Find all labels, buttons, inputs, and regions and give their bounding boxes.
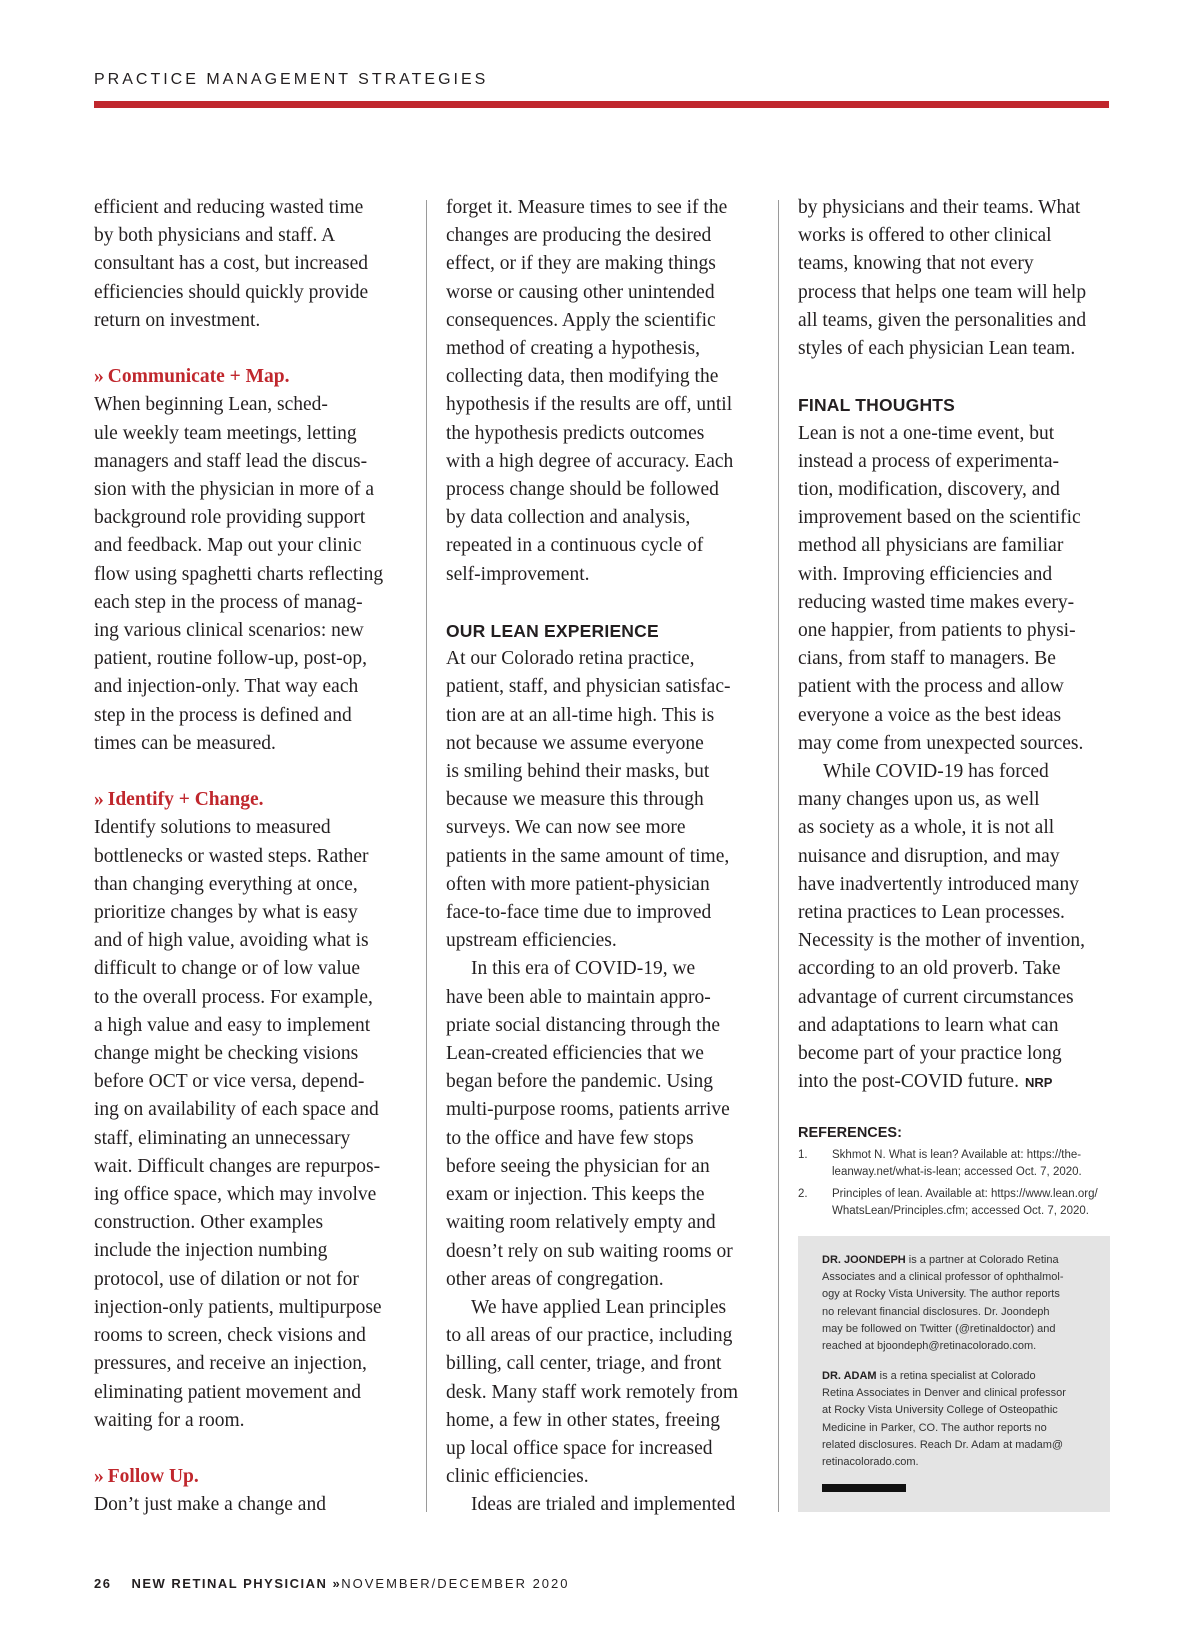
text-line: as society as a whole, it is not all xyxy=(798,817,1055,839)
text-line: return on investment. xyxy=(94,309,261,331)
paragraph-covid-forced xyxy=(798,758,1110,1097)
bio-line: may be followed on Twitter (@retinaldoctor) and xyxy=(822,1322,1056,1335)
author-bio-box xyxy=(798,1236,1110,1512)
text-line: Ideas are trialed and implemented xyxy=(471,1494,736,1516)
paragraph-ideas-trialed xyxy=(446,1491,758,1519)
text-line: home, a few in other states, freeing xyxy=(446,1409,720,1431)
text-line: method of creating a hypothesis, xyxy=(446,338,700,360)
text-line: managers and staff lead the discus- xyxy=(94,450,368,472)
text-line: patients in the same amount of time, xyxy=(446,845,730,867)
text-line: teams, knowing that not every xyxy=(798,253,1034,275)
text-line: may come from unexpected sources. xyxy=(798,732,1084,754)
text-line: patient, staff, and physician satisfac- xyxy=(446,676,731,698)
text-line: by physicians and their teams. What xyxy=(798,197,1081,218)
author-name: DR. JOONDEPH xyxy=(822,1254,906,1266)
text-line: to the office and have few stops xyxy=(446,1127,694,1149)
references xyxy=(798,1125,1110,1225)
text-line: step in the process is defined and xyxy=(94,704,352,726)
text-line: waiting room relatively empty and xyxy=(446,1212,716,1234)
text-line: collecting data, then modifying the xyxy=(446,366,719,388)
text-line: method all physicians are familiar xyxy=(798,535,1064,557)
bio-first-line xyxy=(822,1252,1098,1269)
text-line: Don’t just make a change and xyxy=(94,1494,326,1516)
paragraph-applied-lean xyxy=(446,1294,758,1491)
text-line: with. Improving efficiencies and xyxy=(798,563,1053,585)
end-mark: NRP xyxy=(1024,1075,1053,1091)
bio-line: at Rocky Vista University College of Osteopathic xyxy=(822,1404,1058,1417)
column-3 xyxy=(798,194,1110,1097)
chevron-marker-icon: » xyxy=(94,366,104,388)
paragraph-final-thoughts xyxy=(798,420,1110,758)
bio-line: Retina Associates in Denver and clinical professor xyxy=(822,1387,1066,1400)
text-line: When beginning Lean, sched- xyxy=(94,394,328,416)
text-line: the hypothesis predicts outcomes xyxy=(446,422,705,444)
text-line: according to an old proverb. Take xyxy=(798,958,1061,980)
subhead-title: Communicate + Map. xyxy=(107,366,290,388)
text-line: by data collection and analysis, xyxy=(446,507,691,529)
text-line: difficult to change or of low value xyxy=(94,958,361,980)
page-footer xyxy=(94,1576,570,1591)
text-line: protocol, use of dilation or not for xyxy=(94,1268,359,1290)
subhead-communicate-map xyxy=(94,363,406,391)
text-line: eliminating patient movement and xyxy=(94,1381,361,1403)
issue-date: NOVEMBER/DECEMBER 2020 xyxy=(341,1576,570,1591)
reference-line: Principles of lean. Available at: https://www.lean.org/ xyxy=(832,1188,1098,1200)
reference-item xyxy=(798,1186,1110,1220)
text-line: tion are at an all-time high. This is xyxy=(446,704,715,726)
bio-text: is a partner at Colorado Retina xyxy=(905,1254,1059,1266)
paragraph-intro xyxy=(94,194,406,335)
author-name: DR. ADAM xyxy=(822,1370,877,1382)
text-line: patient, routine follow-up, post-op, xyxy=(94,648,367,670)
paragraph-identify xyxy=(94,814,406,1434)
reference-line: WhatsLean/Principles.cfm; accessed Oct. 7, 2020. xyxy=(832,1205,1089,1217)
text-line: and feedback. Map out your clinic xyxy=(94,535,362,557)
text-line: all teams, given the personalities and xyxy=(798,309,1087,331)
text-line: a high value and easy to implement xyxy=(94,1014,371,1036)
footer-separator: » xyxy=(332,1576,342,1591)
heading-our-lean-experience: OUR LEAN EXPERIENCE xyxy=(446,621,659,642)
text-line: began before the pandemic. Using xyxy=(446,1071,713,1093)
text-line: than changing everything at once, xyxy=(94,873,358,895)
text-line: We have applied Lean principles xyxy=(471,1296,727,1318)
column-1 xyxy=(94,194,406,1520)
text-line: retina practices to Lean processes. xyxy=(798,902,1065,924)
subhead-title: Follow Up. xyxy=(107,1466,199,1488)
paragraph-covid-era xyxy=(446,955,758,1293)
column-divider-2 xyxy=(778,200,779,1512)
text-line: While COVID-19 has forced xyxy=(823,761,1049,783)
text-line: times can be measured. xyxy=(94,732,276,754)
text-line: prioritize changes by what is easy xyxy=(94,902,358,924)
bio-line: no relevant financial disclosures. Dr. Joondeph xyxy=(822,1305,1050,1318)
section-header: PRACTICE MANAGEMENT STRATEGIES xyxy=(94,71,489,88)
text-line: tion, modification, discovery, and xyxy=(798,479,1060,501)
bio-text: is a retina specialist at Colorado xyxy=(876,1370,1036,1382)
text-line: wait. Difficult changes are repurpos- xyxy=(94,1155,381,1177)
closing-text: into the post-COVID future. xyxy=(798,1071,1019,1093)
text-line: effect, or if they are making things xyxy=(446,253,716,275)
paragraph-ideas-cont xyxy=(798,194,1110,363)
reference-line: Skhmot N. What is lean? Available at: https://the- xyxy=(832,1149,1082,1161)
text-line: and injection-only. That way each xyxy=(94,676,359,698)
text-line: ule weekly team meetings, letting xyxy=(94,422,357,444)
text-line: bottlenecks or wasted steps. Rather xyxy=(94,845,369,867)
text-line: rooms to screen, check visions and xyxy=(94,1325,366,1347)
text-line: billing, call center, triage, and front xyxy=(446,1353,722,1375)
text-line: often with more patient-physician xyxy=(446,873,710,895)
bio-first-line xyxy=(822,1368,1098,1385)
text-line: efficiencies should quickly provide xyxy=(94,281,369,303)
text-line: works is offered to other clinical xyxy=(798,225,1052,247)
bio-line: reached at bjoondeph@retinacolorado.com. xyxy=(822,1340,1037,1353)
text-line: to the overall process. For example, xyxy=(94,986,373,1008)
text-line: have been able to maintain appro- xyxy=(446,986,711,1008)
text-line: multi-purpose rooms, patients arrive xyxy=(446,1099,730,1121)
text-line: ing various clinical scenarios: new xyxy=(94,620,364,642)
subhead-identify-change xyxy=(94,786,406,814)
text-line: Necessity is the mother of invention, xyxy=(798,930,1086,952)
paragraph-communicate xyxy=(94,391,406,758)
text-line: by both physicians and staff. A xyxy=(94,225,336,247)
text-line: staff, eliminating an unnecessary xyxy=(94,1127,351,1149)
paragraph-lean-experience xyxy=(446,645,758,955)
text-line: before OCT or vice versa, depend- xyxy=(94,1071,365,1093)
reference-line: leanway.net/what-is-lean; accessed Oct. 7, 2020. xyxy=(832,1166,1082,1178)
publication-name: NEW RETINAL PHYSICIAN xyxy=(131,1576,328,1591)
column-2 xyxy=(446,194,758,1520)
text-line: self-improvement. xyxy=(446,563,590,585)
text-line: improvement based on the scientific xyxy=(798,507,1081,529)
paragraph-follow-up xyxy=(94,1491,406,1519)
text-line: Lean-created efficiencies that we xyxy=(446,1043,704,1065)
text-line: sion with the physician in more of a xyxy=(94,479,374,501)
text-line: up local office space for increased xyxy=(446,1437,713,1459)
text-line: not because we assume everyone xyxy=(446,732,704,754)
reference-number: 1. xyxy=(798,1149,808,1161)
text-line: doesn’t rely on sub waiting rooms or xyxy=(446,1240,733,1262)
reference-number: 2. xyxy=(798,1188,808,1200)
text-line: reducing wasted time makes every- xyxy=(798,591,1075,613)
column-divider-1 xyxy=(426,200,427,1512)
text-line: nuisance and disruption, and may xyxy=(798,845,1060,867)
text-line: process change should be followed xyxy=(446,479,719,501)
text-line: cians, from staff to managers. Be xyxy=(798,648,1056,670)
heading-final-thoughts: FINAL THOUGHTS xyxy=(798,395,956,416)
bio-line: related disclosures. Reach Dr. Adam at madam@ xyxy=(822,1438,1064,1451)
text-line: worse or causing other unintended xyxy=(446,281,715,303)
text-line: have inadvertently introduced many xyxy=(798,873,1080,895)
text-line: everyone a voice as the best ideas xyxy=(798,704,1062,726)
bio-line: Associates and a clinical professor of ophthalmol- xyxy=(822,1271,1064,1284)
text-line: consequences. Apply the scientific xyxy=(446,309,716,331)
text-line: because we measure this through xyxy=(446,789,704,811)
text-line: exam or injection. This keeps the xyxy=(446,1184,705,1206)
text-line: include the injection numbing xyxy=(94,1240,328,1262)
text-line: to all areas of our practice, including xyxy=(446,1325,733,1347)
text-line: pressures, and receive an injection, xyxy=(94,1353,367,1375)
text-line: other areas of congregation. xyxy=(446,1268,664,1290)
subhead-title: Identify + Change. xyxy=(107,789,264,811)
text-line: background role providing support xyxy=(94,507,366,529)
text-line: ing on availability of each space and xyxy=(94,1099,379,1121)
bio-adam xyxy=(822,1368,1098,1471)
bio-line: Medicine in Parker, CO. The author reports no xyxy=(822,1421,1047,1434)
text-line: change might be checking visions xyxy=(94,1043,359,1065)
text-line: face-to-face time due to improved xyxy=(446,902,712,924)
text-line: become part of your practice long xyxy=(798,1043,1062,1065)
text-line: advantage of current circumstances xyxy=(798,986,1074,1008)
bio-line: ogy at Rocky Vista University. The author reports xyxy=(822,1288,1060,1301)
text-line: At our Colorado retina practice, xyxy=(446,648,695,670)
bio-line: retinacolorado.com. xyxy=(822,1456,919,1469)
text-line: with a high degree of accuracy. Each xyxy=(446,450,734,472)
text-line: styles of each physician Lean team. xyxy=(798,338,1076,360)
bio-joondeph xyxy=(822,1252,1098,1355)
text-line: forget it. Measure times to see if the xyxy=(446,197,728,218)
text-line: construction. Other examples xyxy=(94,1212,324,1234)
text-line: waiting for a room. xyxy=(94,1409,245,1431)
text-line: In this era of COVID-19, we xyxy=(471,958,696,980)
text-line: repeated in a continuous cycle of xyxy=(446,535,704,557)
text-line: upstream efficiencies. xyxy=(446,930,617,952)
references-title: REFERENCES: xyxy=(798,1125,902,1141)
text-line: before seeing the physician for an xyxy=(446,1155,710,1177)
text-line: hypothesis if the results are off, until xyxy=(446,394,733,416)
text-line: consultant has a cost, but increased xyxy=(94,253,368,275)
chevron-marker-icon: » xyxy=(94,1466,104,1488)
text-line: changes are producing the desired xyxy=(446,225,712,247)
text-line: clinic efficiencies. xyxy=(446,1466,589,1488)
text-line: and of high value, avoiding what is xyxy=(94,930,369,952)
reference-item xyxy=(798,1147,1110,1181)
text-line-last xyxy=(798,1068,1110,1097)
paragraph-follow-up-cont xyxy=(446,194,758,589)
text-line: flow using spaghetti charts reflecting xyxy=(94,563,384,585)
text-line: ing office space, which may involve xyxy=(94,1184,377,1206)
text-line: instead a process of experimenta- xyxy=(798,450,1059,472)
text-line: priate social distancing through the xyxy=(446,1014,721,1036)
text-line: process that helps one team will help xyxy=(798,281,1087,303)
text-line: surveys. We can now see more xyxy=(446,817,686,839)
page-number: 26 xyxy=(94,1576,112,1591)
text-line: Identify solutions to measured xyxy=(94,817,331,839)
text-line: desk. Many staff work remotely from xyxy=(446,1381,739,1403)
text-line: each step in the process of manag- xyxy=(94,591,363,613)
chevron-marker-icon: » xyxy=(94,789,104,811)
header-rule xyxy=(94,101,1109,108)
text-line: injection-only patients, multipurpose xyxy=(94,1296,382,1318)
bio-end-bar xyxy=(822,1484,906,1492)
text-line: many changes upon us, as well xyxy=(798,789,1040,811)
text-line: one happier, from patients to physi- xyxy=(798,620,1076,642)
text-line: Lean is not a one-time event, but xyxy=(798,422,1055,444)
text-line: patient with the process and allow xyxy=(798,676,1064,698)
text-line: and adaptations to learn what can xyxy=(798,1014,1059,1036)
text-line: is smiling behind their masks, but xyxy=(446,761,710,783)
text-line: efficient and reducing wasted time xyxy=(94,197,364,218)
subhead-follow-up xyxy=(94,1463,406,1491)
